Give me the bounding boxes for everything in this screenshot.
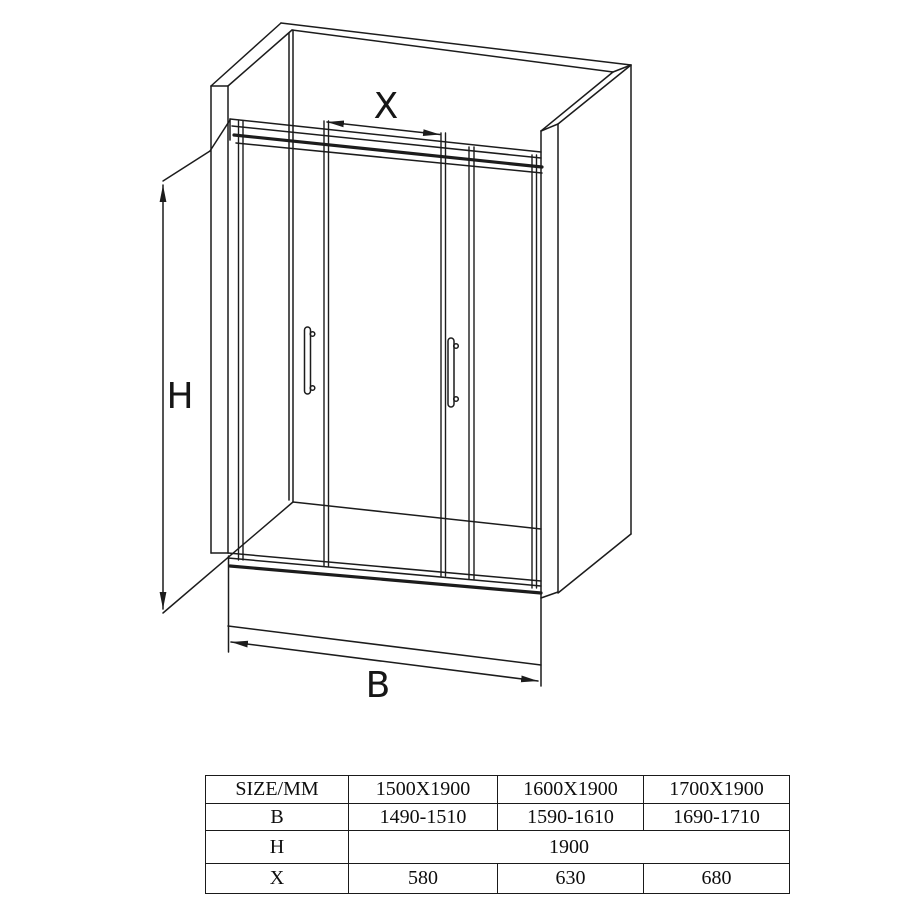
frame-back-top-edge [613,65,631,72]
left-handle-bar [305,327,311,394]
left-handle-mount-top [310,332,315,337]
door-handle-left [305,327,315,394]
outer-frame [211,23,631,598]
size-table [205,775,790,894]
dimension-b-baseline [228,626,541,665]
table-row-h [206,831,790,864]
left-profile-depth-edge-outer [211,23,281,86]
right-profile-depth-edge-inner [541,72,613,131]
table-cell: SIZE/MM [206,776,349,804]
door-handle-right [448,338,458,407]
bottom-track-rail [228,553,541,593]
table-cell: 1500X1900 [349,776,498,804]
top-rail-line-thick [234,135,542,167]
back-floor-edge [293,502,541,529]
right-profile-depth-edge-outer [558,65,631,124]
table-row-b [206,804,790,831]
right-handle-mount-bottom [454,397,459,402]
glass-panel-edges [239,121,537,588]
top-rail-line-2 [232,126,541,158]
table-cell: 1600X1900 [498,776,644,804]
side-panel-top-edge [163,151,210,181]
table-cell: 1690-1710 [644,804,790,831]
dimension-label-h: H [166,376,194,417]
top-beam-front-edge [292,30,613,72]
table-cell: B [206,804,349,831]
top-track-rail [230,119,542,173]
dimension-label-x: X [373,86,399,127]
bottom-rail-line-2 [228,558,541,586]
right-side-bottom-edge [558,534,631,593]
top-beam-back-edge [281,23,631,65]
right-profile-top-edge [541,124,558,131]
left-profile-depth-edge-inner [228,30,292,86]
table-cell: 1700X1900 [644,776,790,804]
table-row-size [206,776,790,804]
side-panel-top-edge-back [210,120,230,151]
table-cell: 580 [349,864,498,894]
left-handle-mount-bottom [310,386,315,391]
table-row-x [206,864,790,894]
table-cell: 1490-1510 [349,804,498,831]
table-cell: 680 [644,864,790,894]
bottom-rail-line-1 [228,553,541,581]
right-profile-bottom-edge [541,592,558,598]
dimension-label-b: B [365,665,391,706]
right-handle-bar [448,338,454,407]
table-cell: X [206,864,349,894]
table-cell: H [206,831,349,864]
bottom-rail-line-thick [230,566,541,593]
table-cell-merged: 1900 [349,831,790,864]
table-cell: 630 [498,864,644,894]
table-cell: 1590-1610 [498,804,644,831]
right-handle-mount-top [454,344,459,349]
